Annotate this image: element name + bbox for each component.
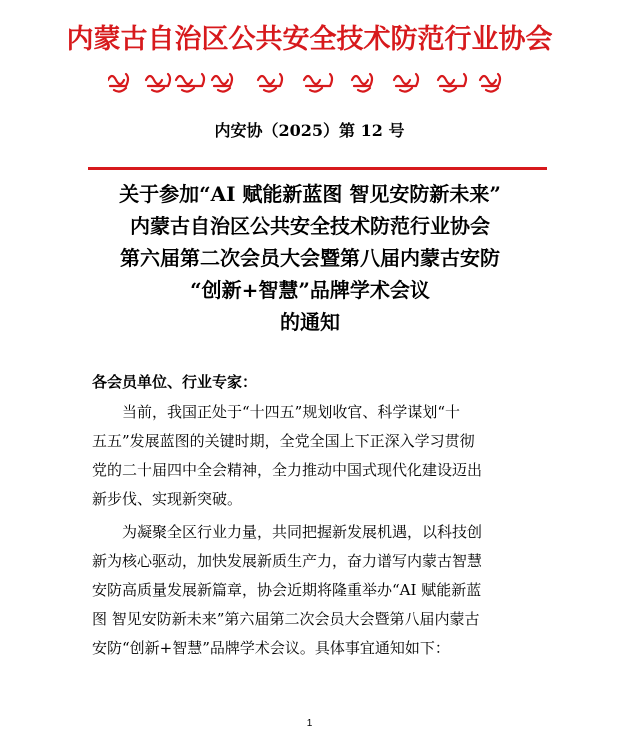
- paragraph-line: 图 智见安防新未来”第六届第二次会员大会暨第八届内蒙古: [92, 610, 480, 628]
- paragraph-line: 安防高质量发展新篇章，协会近期将隆重举办“AI 赋能新蓝: [92, 581, 482, 599]
- paragraph-line: 五五”发展蓝图的关键时期，全党全国上下正深入学习贯彻: [92, 432, 475, 450]
- mongolian-glyph: [108, 74, 128, 92]
- paragraph-line: 为凝聚全区行业力量，共同把握新发展机遇，以科技创: [122, 523, 483, 541]
- title-line: 第六届第二次会员大会暨第八届内蒙古安防: [120, 246, 500, 270]
- page-number: 1: [306, 718, 313, 729]
- title-line: 的通知: [280, 310, 340, 334]
- title-line: 关于参加“AI 赋能新蓝图 智见安防新未来”: [119, 182, 501, 206]
- paragraph-line: 党的二十届四中全会精神，全力推动中国式现代化建设迈出: [92, 461, 483, 479]
- title-line: 内蒙古自治区公共安全技术防范行业协会: [130, 214, 490, 238]
- paragraph-1: [92, 398, 532, 514]
- mongolian-glyph: [258, 74, 282, 92]
- mongolian-glyph: [352, 74, 372, 92]
- organization-title: 内蒙古自治区公共安全技术防范行业协会: [66, 24, 553, 55]
- mongolian-glyph: [438, 74, 466, 92]
- red-divider-rule: [88, 167, 547, 170]
- document-number: 内安协（2025）第 12 号: [214, 121, 405, 140]
- notice-title: [70, 178, 550, 338]
- title-line: “创新+智慧”品牌学术会议: [190, 278, 430, 302]
- mongolian-glyph: [146, 74, 170, 92]
- salutation: 各会员单位、行业专家：: [92, 373, 258, 391]
- paragraph-line: 当前，我国正处于“十四五”规划收官、科学谋划“十: [122, 403, 461, 421]
- mongolian-script-logo: [108, 66, 512, 96]
- paragraph-line: 安防“创新+智慧”品牌学术会议。具体事宜通知如下：: [92, 639, 450, 657]
- mongolian-glyph: [176, 74, 204, 92]
- mongolian-glyph: [304, 74, 332, 92]
- paragraph-line: 新为核心驱动，加快发展新质生产力，奋力谱写内蒙古智慧: [92, 552, 483, 570]
- paragraph-2: [92, 518, 532, 663]
- mongolian-glyph: [212, 74, 232, 92]
- paragraph-line: 新步伐、实现新突破。: [92, 490, 243, 508]
- mongolian-glyph: [394, 74, 418, 92]
- mongolian-glyph: [480, 74, 500, 92]
